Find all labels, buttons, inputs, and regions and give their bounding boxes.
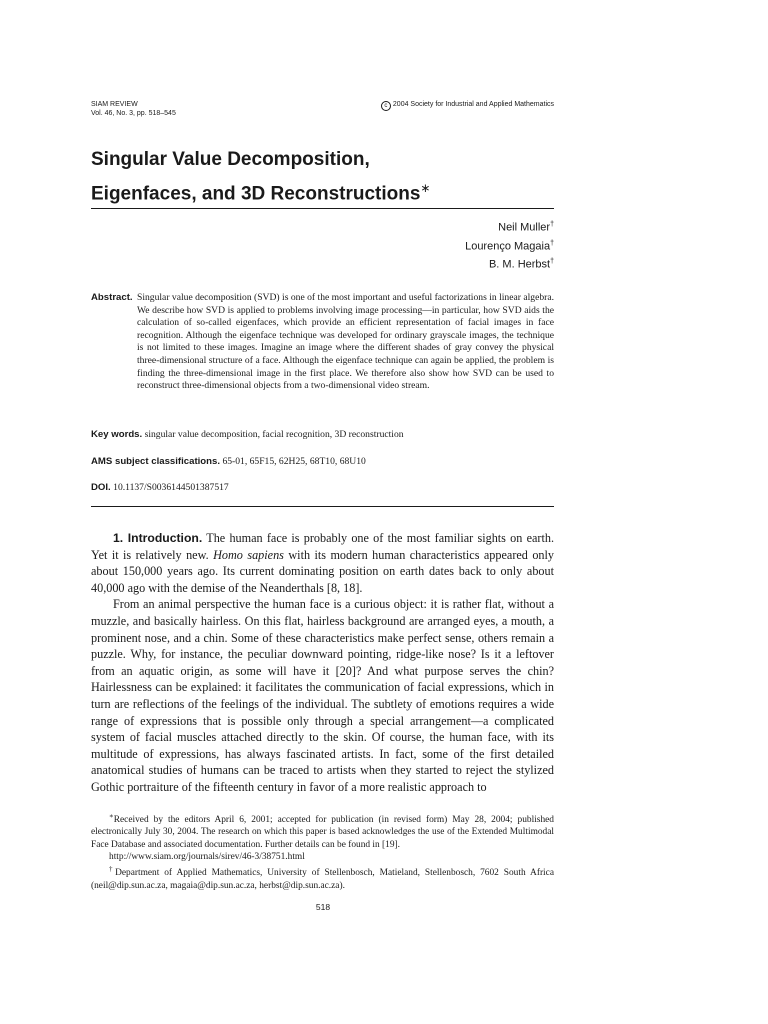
title-footnote-mark: ∗	[420, 181, 431, 195]
abstract	[91, 292, 554, 393]
doi	[91, 482, 554, 494]
title-line-2: Eigenfaces, and 3D Reconstructions	[91, 183, 421, 205]
footnote-affiliation: †Department of Applied Mathematics, University of Stellenbosch, Matieland, Stellenbosch, 7602 South Africa (neil@dip.sun.ac.za, magaia@dip.sun.ac.za, herbst@dip.sun.ac.za).	[91, 865, 554, 891]
ams-label: AMS subject classifications.	[91, 456, 221, 467]
copyright-notice	[381, 100, 554, 111]
ams-text: 65-01, 65F15, 62H25, 68T10, 68U10	[222, 456, 366, 467]
introduction-section	[91, 530, 554, 796]
page-number: 518	[315, 902, 331, 912]
keywords	[91, 429, 554, 441]
doi-link[interactable]: 10.1137/S0036144501387517	[113, 482, 229, 493]
paper-title	[91, 146, 571, 208]
journal-header	[91, 100, 176, 118]
author: Lourenço Magaia†	[465, 239, 554, 253]
footnotes	[91, 810, 554, 892]
title-divider	[91, 208, 554, 209]
author: Neil Muller†	[498, 221, 554, 234]
section-heading: 1. Introduction.	[113, 531, 203, 545]
doi-label: DOI.	[91, 482, 111, 493]
title-line-1: Singular Value Decomposition,	[91, 149, 370, 170]
copyright-text: 2004 Society for Industrial and Applied Mathematics	[392, 101, 554, 108]
author: B. M. Herbst†	[488, 258, 554, 271]
keywords-label: Key words.	[91, 429, 143, 440]
footnote-url[interactable]: http://www.siam.org/journals/sirev/46-3/38751.html	[109, 852, 305, 863]
keywords-text: singular value decomposition, facial recognition, 3D reconstruction	[144, 429, 404, 440]
intro-paragraph-2: From an animal perspective the human face is a curious object: it is rather flat, without a muzzle, and basically hairless. On this flat, hairless background are arranged eyes, a mouth, a prominent nose, and a chin. Some of these characteristics make perfect sense, others remain a puzzle. Why, for instance, the peculiar downward pointing, ridge-like nose? Is it a leftover from an aquatic origin, as some will have it [20]? And what purpose serves the chin? Hairlessness can be explained: it facilitates the communication of facial expressions, which in turn are reflections of the feelings of the individual. The subtlety of emotions requires a wide range of expressions that is possible only through a special arrangement—a complicated system of facial muscles attached directly to the skin. Of course, the human face, with its multitude of expressions, has always fascinated artists. In fact, some of the first detailed anatomical studies of humans can be traced to artists when they started to reject the stylized Gothic portraiture of the fifteenth century in favor of a more realistic approach to	[91, 597, 554, 794]
intro-paragraph-1: 1. Introduction. The human face is probably one of the most familiar sights on earth. Yet it is relatively new. Homo sapiens with its modern human characteristics appeared only about 150,000 years ago. Its current dominating position on earth dates back to only about 40,000 ago with the demise of the Neanderthals [8, 18].	[91, 531, 555, 595]
copyright-icon: c	[381, 101, 391, 111]
author-list	[465, 217, 554, 273]
footnote-received: ∗Received by the editors April 6, 2001; accepted for publication (in revised form) May 28, 2004; published electronically July 30, 2004. The research on which this paper is based acknowledges the use of the Extended Multimodal Face Database and associated documentation. Further details can be found in [19].	[91, 812, 554, 850]
ams-classifications	[91, 456, 554, 468]
journal-volume: Vol. 46, No. 3, pp. 518–545	[91, 110, 176, 117]
abstract-text: Singular value decomposition (SVD) is one of the most important and useful factorizations in linear algebra. We describe how SVD is applied to problems involving image processing—in particular, how SVD aids the calculation of so-called eigenfaces, which provide an efficient representation of facial images in face recognition. Although the eigenface technique was developed for ordinary grayscale images, the technique is not limited to these images. Imagine an image where the different shades of gray convey the physical three-dimensional structure of a face. Although the eigenface technique can again be applied, the problem is finding the three-dimensional image in the first place. We therefore also show how SVD can be used to reconstruct three-dimensional objects from a two-dimensional video stream.	[137, 292, 554, 392]
abstract-divider	[91, 506, 554, 507]
journal-name: SIAM REVIEW	[91, 101, 138, 108]
abstract-label: Abstract.	[91, 292, 133, 303]
